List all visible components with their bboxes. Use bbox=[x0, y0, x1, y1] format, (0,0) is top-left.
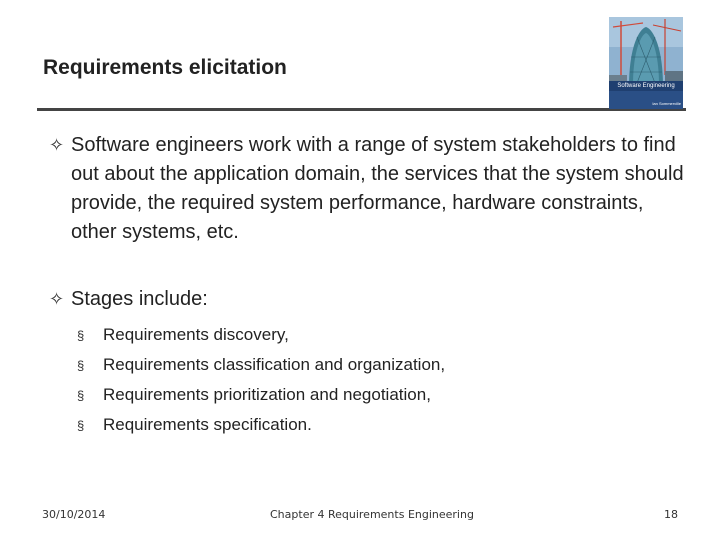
bullet-item bbox=[49, 285, 689, 314]
footer-page-number: 18 bbox=[664, 508, 678, 521]
section-sign-bullet-icon: § bbox=[77, 418, 85, 433]
bullet-item bbox=[49, 131, 689, 247]
section-sign-bullet-icon: § bbox=[77, 358, 85, 373]
bullet-text: Software engineers work with a range of system stakeholders to find out about the application domain, the services that the system should provide, the required system performance, hardware constraints, other systems, etc. bbox=[71, 134, 684, 243]
book-cover-illustration bbox=[609, 17, 683, 109]
sub-bullet-item bbox=[77, 320, 445, 350]
sub-bullet-text: Requirements discovery, bbox=[103, 325, 289, 344]
book-cover-title: Software Engineering bbox=[617, 83, 675, 89]
sub-bullet-item bbox=[77, 380, 445, 410]
title-divider bbox=[37, 108, 686, 111]
sparkle-bullet-icon: ✧ bbox=[49, 135, 65, 155]
sub-bullet-list bbox=[77, 320, 445, 440]
sub-bullet-text: Requirements specification. bbox=[103, 415, 312, 434]
sub-bullet-item bbox=[77, 350, 445, 380]
section-sign-bullet-icon: § bbox=[77, 388, 85, 403]
sub-bullet-text: Requirements prioritization and negotiation, bbox=[103, 385, 431, 404]
section-sign-bullet-icon: § bbox=[77, 328, 85, 343]
footer-date: 30/10/2014 bbox=[42, 508, 106, 521]
book-cover-image bbox=[609, 17, 683, 109]
sub-bullet-text: Requirements classification and organization, bbox=[103, 355, 446, 374]
book-cover-author: Ian Sommerville bbox=[652, 101, 681, 106]
bullet-text: Stages include: bbox=[71, 288, 208, 310]
sub-bullet-item bbox=[77, 410, 445, 440]
footer-chapter-title: Chapter 4 Requirements Engineering bbox=[270, 508, 474, 521]
sparkle-bullet-icon: ✧ bbox=[49, 289, 65, 309]
slide-title: Requirements elicitation bbox=[43, 56, 287, 79]
